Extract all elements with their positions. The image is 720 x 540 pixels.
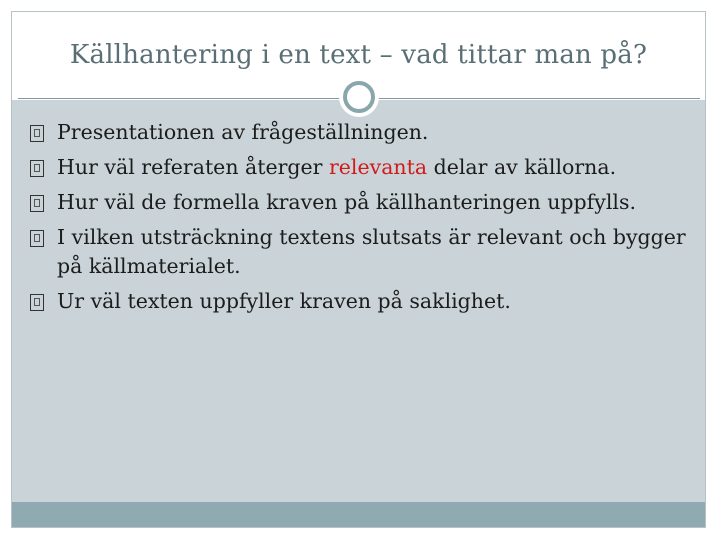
missing-glyph-box-icon (30, 294, 44, 311)
bullet-text: Presentationen av frågeställningen. (57, 120, 429, 144)
missing-glyph-box-icon (30, 230, 44, 247)
missing-glyph-box-icon (30, 125, 44, 142)
bullet-item (30, 153, 695, 182)
bullet-text: delar av källorna. (427, 155, 617, 179)
bullet-text: Hur väl de formella kraven på källhanteringen uppfylls. (57, 190, 636, 214)
missing-glyph-box-icon (30, 160, 44, 177)
bullet-text: I vilken utsträckning textens slutsats är relevant och bygger på källmaterialet. (57, 225, 686, 278)
bullet-item (30, 118, 695, 147)
bullet-text: Ur väl texten uppfyller kraven på saklighet. (57, 289, 511, 313)
slide-title: Källhantering i en text – vad tittar man på? (69, 40, 648, 70)
bullet-item (30, 188, 695, 217)
footer-bar (12, 502, 705, 527)
bullet-item (30, 287, 695, 316)
highlighted-word: relevanta (329, 155, 428, 179)
bullet-list (30, 118, 695, 322)
bullet-text: Hur väl referaten återger (57, 155, 329, 179)
circle-ornament-icon (339, 77, 379, 117)
bullet-item (30, 223, 695, 281)
missing-glyph-box-icon (30, 195, 44, 212)
